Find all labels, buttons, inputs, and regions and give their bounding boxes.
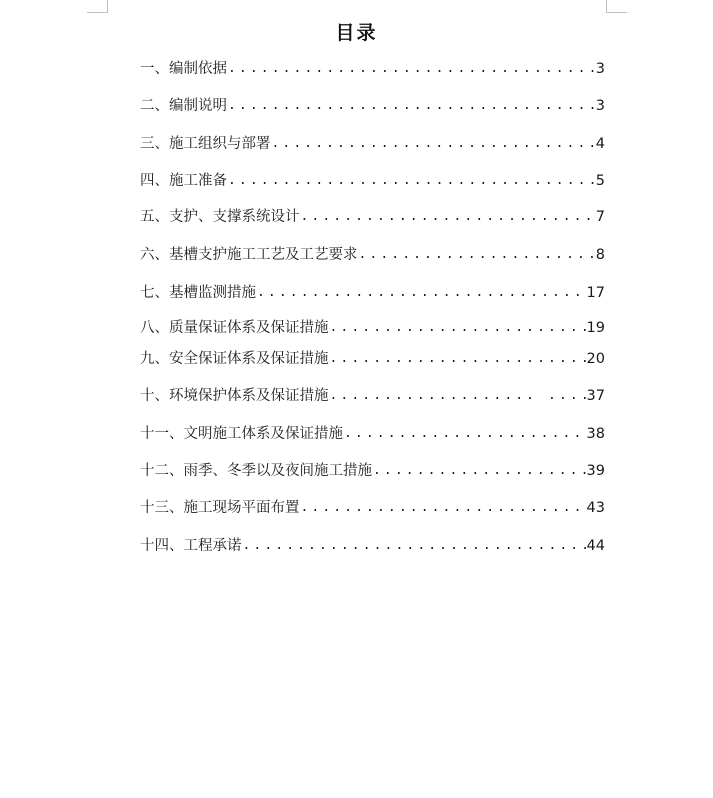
toc-entry-label: 六、基槽支护施工工艺及工艺要求	[140, 247, 358, 263]
toc-dot-leader	[330, 348, 586, 370]
toc-dot-leader	[257, 282, 586, 304]
toc-entry-label: 十、环境保护体系及保证措施	[140, 388, 329, 404]
toc-entry[interactable]	[140, 95, 605, 117]
toc-entry[interactable]	[140, 244, 605, 266]
toc-entry-page: 37	[586, 388, 605, 404]
toc-dot-leader	[344, 423, 586, 445]
toc-entry[interactable]	[140, 535, 605, 557]
toc-entry-page: 17	[586, 285, 605, 301]
toc-entry-page: 4	[595, 136, 605, 152]
toc-entry-label: 十一、文明施工体系及保证措施	[140, 426, 343, 442]
toc-entry-label: 十三、施工现场平面布置	[140, 500, 300, 516]
toc-entry-label: 四、施工准备	[140, 173, 227, 189]
toc-entry-label: 十四、工程承诺	[140, 538, 242, 554]
toc-entry-page: 43	[586, 500, 605, 516]
toc-entry-page: 19	[586, 320, 605, 336]
toc-entry-label: 八、质量保证体系及保证措施	[140, 320, 329, 336]
toc-entry-page: 7	[595, 209, 605, 225]
page-corner-mark-left	[87, 0, 108, 13]
toc-entry-page: 38	[586, 426, 605, 442]
toc-entry-label: 二、编制说明	[140, 98, 227, 114]
toc-dot-leader	[228, 95, 595, 117]
toc-entry-page: 39	[586, 463, 605, 479]
toc-entry-page: 3	[595, 98, 605, 114]
toc-dot-leader	[301, 497, 586, 519]
toc-entry-page: 5	[595, 173, 605, 189]
toc-dot-leader	[359, 244, 595, 266]
toc-dot-leader	[228, 58, 595, 80]
toc-entry[interactable]	[140, 348, 605, 370]
toc-entry[interactable]	[140, 133, 605, 155]
toc-entry-label: 七、基槽监测措施	[140, 285, 256, 301]
toc-dot-leader	[330, 385, 586, 407]
toc-entry-page: 44	[586, 538, 605, 554]
toc-entry-page: 3	[595, 61, 605, 77]
toc-entry[interactable]	[140, 423, 605, 445]
toc-entry-page: 8	[595, 247, 605, 263]
toc-entry[interactable]	[140, 385, 605, 407]
toc-entry[interactable]	[140, 58, 605, 80]
toc-entry-page: 20	[586, 351, 605, 367]
toc-entry-label: 一、编制依据	[140, 61, 227, 77]
toc-entry[interactable]	[140, 317, 605, 339]
toc-entry-label: 九、安全保证体系及保证措施	[140, 351, 329, 367]
toc-entry[interactable]	[140, 206, 605, 228]
toc-entry[interactable]	[140, 282, 605, 304]
toc-dot-leader	[228, 170, 595, 192]
toc-dot-leader	[330, 317, 586, 339]
toc-entry[interactable]	[140, 497, 605, 519]
toc-dot-leader	[301, 206, 595, 228]
toc-entry[interactable]	[140, 170, 605, 192]
toc-entry[interactable]	[140, 460, 605, 482]
toc-entry-label: 三、施工组织与部署	[140, 136, 271, 152]
toc-title: 目录	[335, 22, 378, 44]
page-corner-mark-right	[606, 0, 627, 13]
toc-dot-leader	[243, 535, 586, 557]
toc-dot-leader	[272, 133, 595, 155]
toc-dot-leader	[373, 460, 586, 482]
toc-entry-label: 十二、雨季、冬季以及夜间施工措施	[140, 463, 372, 479]
toc-entry-label: 五、支护、支撑系统设计	[140, 209, 300, 225]
